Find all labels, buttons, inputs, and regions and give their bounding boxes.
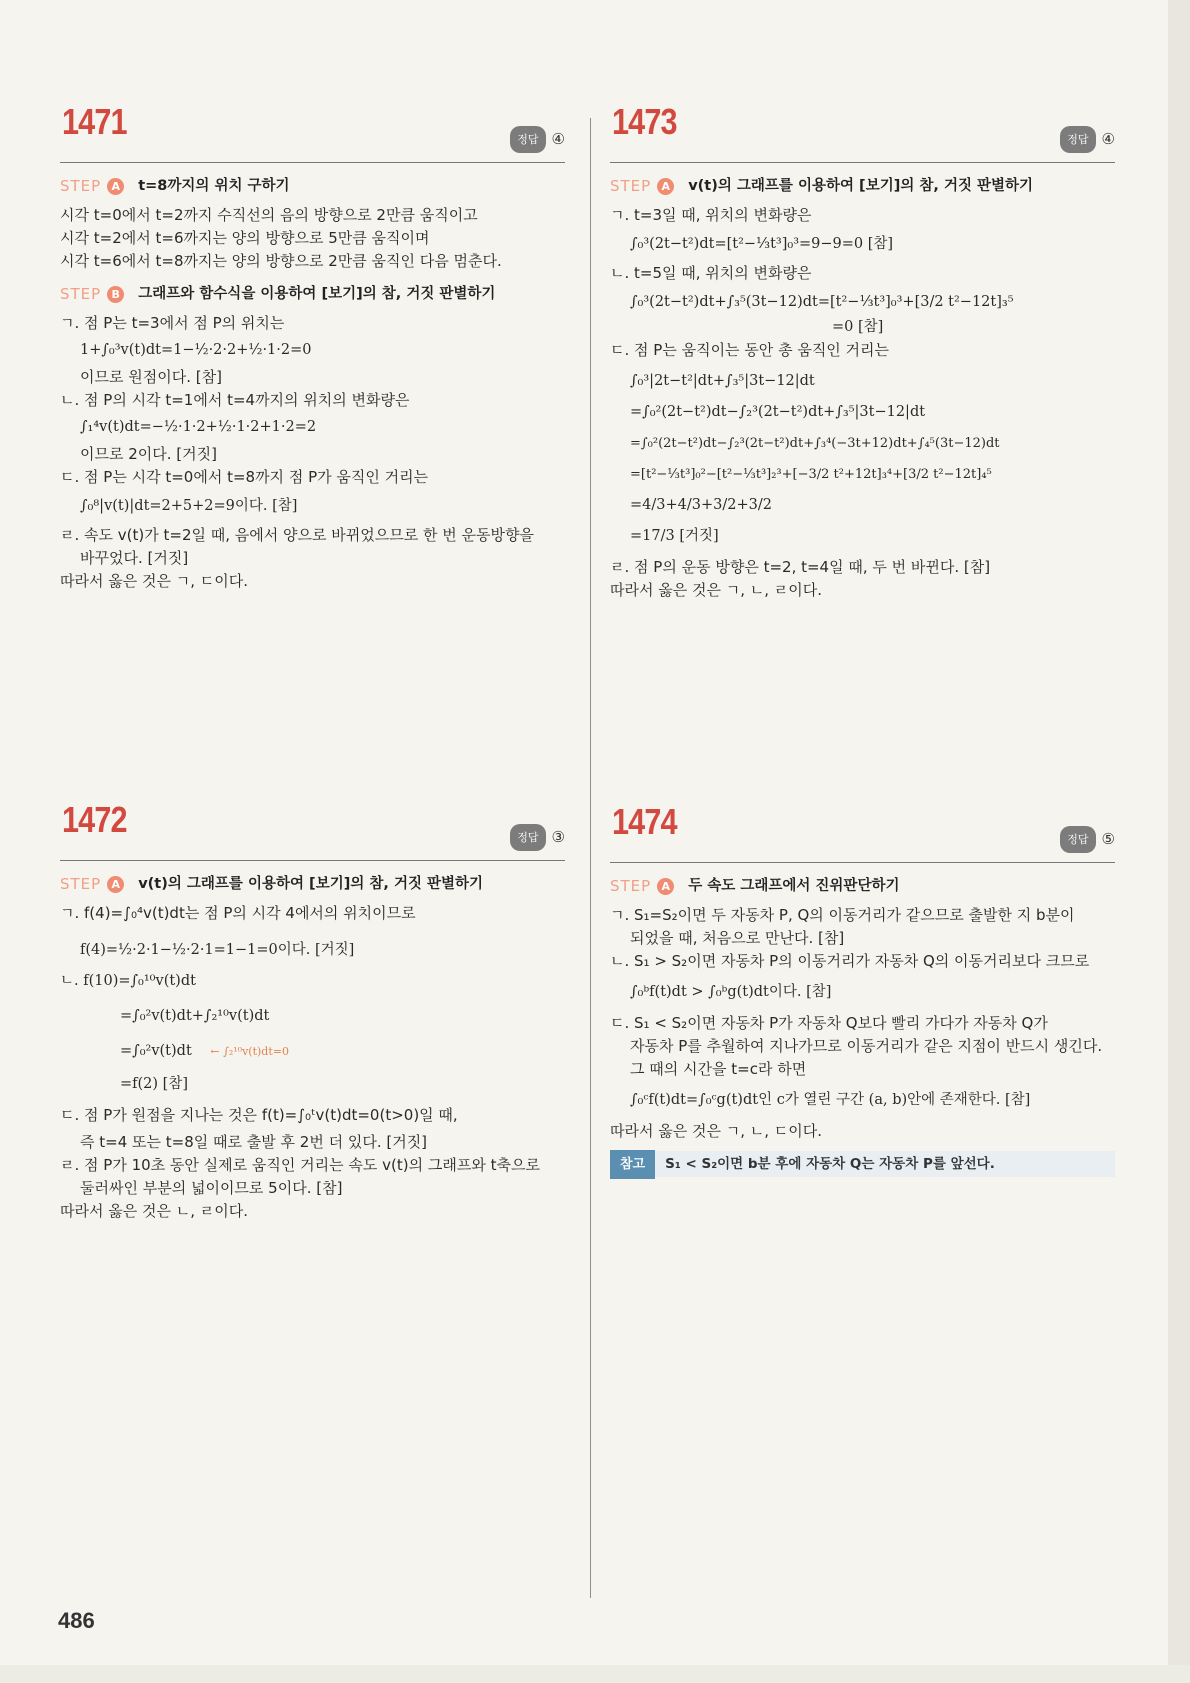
text-line: ㄹ. 점 P가 10초 동안 실제로 움직인 거리는 속도 v(t)의 그래프와 t축으로 — [60, 1156, 540, 1174]
math-line: ∫₀³|2t−t²|dt+∫₃⁵|3t−12|dt — [630, 373, 815, 389]
problem-header — [610, 801, 1115, 863]
text-line: 따라서 옳은 것은 ㄱ, ㄷ이다. — [60, 572, 248, 590]
step-label: STEP — [610, 177, 652, 195]
text-line: 둘러싸인 부분의 넓이이므로 5이다. [참] — [80, 1179, 343, 1197]
text-line: ㄴ. S₁ > S₂이면 자동차 P의 이동거리가 자동차 Q의 이동거리보다 크므로 — [610, 952, 1090, 970]
page-number: 486 — [58, 1608, 95, 1633]
math-line: =f(2) [참] — [120, 1076, 188, 1092]
step-letter: A — [657, 178, 674, 195]
step-letter: A — [107, 178, 124, 195]
problem-number: 1472 — [62, 799, 127, 840]
math-line: 1+∫₀³v(t)dt=1−½·2·2+½·1·2=0 — [80, 342, 312, 358]
text-line: 따라서 옳은 것은 ㄴ, ㄹ이다. — [60, 1202, 248, 1220]
math-line: =0 [참] — [832, 319, 884, 335]
answer-value: ③ — [551, 828, 565, 846]
reference-note — [610, 1151, 1115, 1177]
answer-badge: 정답 — [1060, 826, 1095, 853]
math-line: f(4)=½·2·1−½·2·1=1−1=0이다. [거짓] — [80, 942, 355, 958]
answer — [510, 824, 565, 851]
step-title: v(t)의 그래프를 이용하여 [보기]의 참, 거짓 판별하기 — [138, 876, 484, 892]
text-line: ㄱ. f(4)=∫₀⁴v(t)dt는 점 P의 시각 4에서의 위치이므로 — [60, 904, 416, 922]
math-line: =∫₀²v(t)dt+∫₂¹⁰v(t)dt — [120, 1008, 270, 1024]
problem-1473 — [610, 101, 1115, 602]
text-line: 그 때의 시간을 t=c라 하면 — [630, 1060, 807, 1078]
step-label: STEP — [60, 285, 102, 303]
math-line: ㄴ. f(10)=∫₀¹⁰v(t)dt — [60, 973, 196, 989]
step-label: STEP — [60, 875, 102, 893]
math-line: ∫₁⁴v(t)dt=−½·1·2+½·1·2+1·2=2 — [80, 419, 317, 435]
text-line: ㄴ. t=5일 때, 위치의 변화량은 — [610, 264, 812, 282]
step-label: STEP — [610, 877, 652, 895]
answer — [1060, 126, 1115, 153]
math-expression: =∫₀²v(t)dt — [120, 1043, 192, 1059]
text-line: ㄹ. 속도 v(t)가 t=2일 때, 음에서 양으로 바뀌었으므로 한 번 운동방향을 — [60, 526, 534, 544]
text-line: ㄷ. S₁ < S₂이면 자동차 P가 자동차 Q보다 빨리 가다가 자동차 Q가 — [610, 1014, 1048, 1032]
problem-number: 1473 — [612, 101, 677, 142]
step-letter: A — [107, 876, 124, 893]
text-line: ㄱ. S₁=S₂이면 두 자동차 P, Q의 이동거리가 같으므로 출발한 지 b분이 — [610, 906, 1075, 924]
text-line: ㄱ. 점 P는 t=3에서 점 P의 위치는 — [60, 314, 285, 332]
step-a-heading — [610, 875, 1115, 898]
text-line: 자동차 P를 추월하여 지나가므로 이동거리가 같은 지점이 반드시 생긴다. — [630, 1037, 1103, 1055]
text-line: ㄴ. 점 P의 시각 t=1에서 t=4까지의 위치의 변화량은 — [60, 391, 410, 409]
text-line: 시각 t=0에서 t=2까지 수직선의 음의 방향으로 2만큼 움직이고 — [60, 206, 478, 224]
problem-1474 — [610, 801, 1115, 1177]
math-line: ∫₀³(2t−t²)dt=[t²−⅓t³]₀³=9−9=0 [참] — [630, 236, 894, 252]
text-line: ㄷ. 점 P는 움직이는 동안 총 움직인 거리는 — [610, 341, 890, 359]
step-title: 두 속도 그래프에서 진위판단하기 — [688, 878, 900, 894]
text-line: ㄷ. 점 P가 원점을 지나는 것은 f(t)=∫₀ᵗv(t)dt=0(t>0)일 때, — [60, 1106, 458, 1124]
step-title: v(t)의 그래프를 이용하여 [보기]의 참, 거짓 판별하기 — [688, 178, 1034, 194]
step-letter: A — [657, 878, 674, 895]
text-line: 바꾸었다. [거짓] — [80, 549, 189, 567]
problem-1472 — [60, 799, 565, 1223]
answer-value: ④ — [1101, 130, 1115, 148]
text-line: 따라서 옳은 것은 ㄱ, ㄴ, ㄷ이다. — [610, 1122, 823, 1140]
note-badge: 참고 — [610, 1150, 655, 1179]
page-bottom-edge — [0, 1665, 1190, 1683]
step-label: STEP — [60, 177, 102, 195]
side-annotation: ← ∫₂¹⁰v(t)dt=0 — [210, 1045, 289, 1058]
problem-header — [60, 799, 565, 861]
answer — [510, 126, 565, 153]
answer-badge: 정답 — [510, 126, 545, 153]
step-a-heading — [60, 175, 565, 198]
math-line: ∫₀ᶜf(t)dt=∫₀ᶜg(t)dt인 c가 열린 구간 (a, b)안에 존재한다. [참] — [630, 1092, 1031, 1108]
column-divider — [590, 118, 591, 1598]
step-title: t=8까지의 위치 구하기 — [138, 178, 290, 194]
answer-badge: 정답 — [1060, 126, 1095, 153]
problem-1471 — [60, 101, 565, 593]
answer-value: ④ — [551, 130, 565, 148]
text-line: 시각 t=6에서 t=8까지는 양의 방향으로 2만큼 움직인 다음 멈춘다. — [60, 252, 502, 270]
text-line: 따라서 옳은 것은 ㄱ, ㄴ, ㄹ이다. — [610, 581, 823, 599]
text-line: 시각 t=2에서 t=6까지는 양의 방향으로 5만큼 움직이며 — [60, 229, 430, 247]
problem-header — [60, 101, 565, 163]
math-line: ∫₀⁸|v(t)|dt=2+5+2=9이다. [참] — [80, 498, 298, 514]
math-line: =[t²−⅓t³]₀²−[t²−⅓t³]₂³+[−3/2 t²+12t]₃⁴+[3/2 t²−12t]₄⁵ — [630, 467, 992, 482]
math-line: =4/3+4/3+3/2+3/2 — [630, 497, 772, 513]
problem-number: 1471 — [62, 101, 127, 142]
text-line: 이므로 2이다. [거짓] — [80, 445, 217, 463]
page-edge — [1168, 0, 1190, 1683]
math-line: =∫₀²(2t−t²)dt−∫₂³(2t−t²)dt+∫₃⁴(−3t+12)dt+∫₄⁵(3t−12)dt — [630, 436, 1000, 451]
problem-header — [610, 101, 1115, 163]
note-text: S₁ < S₂이면 b분 후에 자동차 Q는 자동차 P를 앞선다. — [665, 1155, 995, 1172]
step-b-heading — [60, 283, 565, 306]
math-line: ∫₀³(2t−t²)dt+∫₃⁵(3t−12)dt=[t²−⅓t³]₀³+[3/2 t²−12t]₃⁵ — [630, 294, 1014, 310]
math-line: =17/3 [거짓] — [630, 528, 719, 544]
step-a-heading — [60, 873, 565, 896]
math-line: ∫₀ᵇf(t)dt > ∫₀ᵇg(t)dt이다. [참] — [630, 984, 832, 1000]
math-line — [60, 1040, 565, 1063]
text-line: ㄷ. 점 P는 시각 t=0에서 t=8까지 점 P가 움직인 거리는 — [60, 468, 429, 486]
answer-badge: 정답 — [510, 824, 545, 851]
text-line: 이므로 원점이다. [참] — [80, 368, 222, 386]
text-line: ㄹ. 점 P의 운동 방향은 t=2, t=4일 때, 두 번 바뀐다. [참] — [610, 558, 991, 576]
problem-number: 1474 — [612, 801, 677, 842]
math-line: =∫₀²(2t−t²)dt−∫₂³(2t−t²)dt+∫₃⁵|3t−12|dt — [630, 404, 926, 420]
text-line: 되었을 때, 처음으로 만난다. [참] — [630, 929, 845, 947]
answer — [1060, 826, 1115, 853]
step-a-heading — [610, 175, 1115, 198]
answer-value: ⑤ — [1101, 830, 1115, 848]
text-line: 즉 t=4 또는 t=8일 때로 출발 후 2번 더 있다. [거짓] — [80, 1133, 428, 1151]
step-letter: B — [107, 286, 124, 303]
text-line: ㄱ. t=3일 때, 위치의 변화량은 — [610, 206, 812, 224]
step-title: 그래프와 함수식을 이용하여 [보기]의 참, 거짓 판별하기 — [138, 286, 496, 302]
